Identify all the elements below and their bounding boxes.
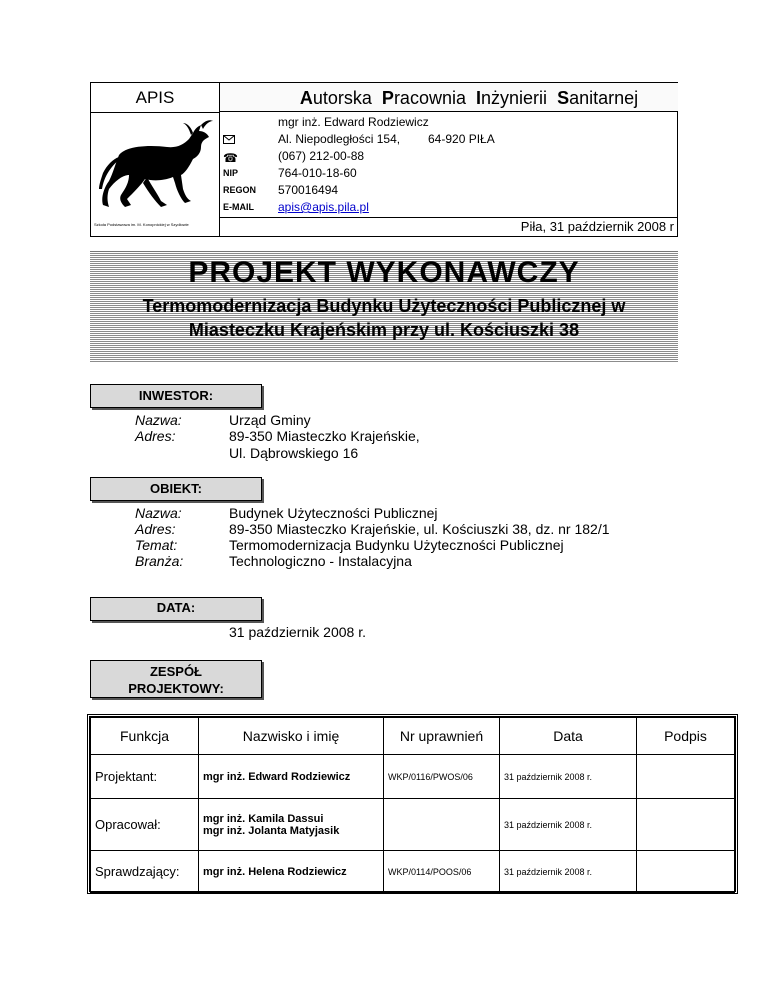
phone-number: (067) 212-00-88	[278, 149, 365, 163]
row-signature	[637, 755, 735, 799]
row-name-2: mgr inż. Jolanta Matyjasik	[203, 824, 340, 837]
object-branch-label: Branża:	[135, 553, 184, 569]
investor-name: Urząd Gminy	[229, 412, 311, 428]
row-date: 31 październik 2008 r.	[500, 799, 637, 851]
column-header-license: Nr uprawnień	[384, 718, 500, 755]
contact-block	[220, 113, 678, 218]
company-word-1: utorska	[312, 88, 372, 108]
company-initial-2: P	[381, 88, 394, 108]
company-word-3: nżynierii	[481, 88, 548, 108]
regon-label: REGON	[223, 185, 257, 195]
team-header	[90, 660, 262, 698]
date-value: 31 październik 2008 r.	[229, 624, 366, 640]
team-table-header	[91, 718, 735, 755]
postal-code: 64-920 PIŁA	[428, 132, 495, 146]
row-name	[199, 755, 384, 799]
subtitle-line-1: Termomodernizacja Budynku Użyteczności Publicznej w	[142, 296, 626, 316]
company-initial-4: S	[557, 88, 570, 108]
row-license: WKP/0116/PWOS/06	[384, 755, 500, 799]
contact-address-row	[220, 131, 678, 148]
contact-email-row	[220, 199, 678, 216]
email-label: E-MAIL	[223, 202, 254, 212]
column-header-signature: Podpis	[637, 718, 735, 755]
contact-owner-row	[220, 114, 678, 131]
phone-icon: ☎	[223, 151, 238, 165]
team-header-line-2: PROJEKTOWY:	[128, 681, 224, 696]
row-function: Sprawdzający:	[91, 851, 199, 893]
school-note: Szkoła Podstawowa im. M. Konopnickiej w Szydłowie	[94, 222, 189, 227]
investor-address-label: Adres:	[135, 428, 176, 444]
address: Al. Niepodległości 154,	[278, 132, 401, 146]
team-table	[87, 714, 738, 894]
team-header-line-1: ZESPÓŁ	[149, 664, 202, 679]
company-word-2: racownia	[393, 88, 466, 108]
row-function: Projektant:	[91, 755, 199, 799]
row-name	[199, 799, 384, 851]
email-link[interactable]: apis@apis.pila.pl	[278, 200, 369, 214]
company-word-4: anitarnej	[569, 88, 639, 108]
investor-address-line-1: 89-350 Miasteczko Krajeńskie,	[229, 428, 420, 444]
row-signature	[637, 799, 735, 851]
row-function: Opracował:	[91, 799, 199, 851]
row-license	[384, 799, 500, 851]
owner-name: mgr inż. Edward Rodziewicz	[278, 115, 429, 129]
object-name-label: Nazwa:	[135, 505, 182, 521]
row-name-1: mgr inż. Helena Rodziewicz	[203, 865, 347, 878]
object-name: Budynek Użyteczności Publicznej	[229, 505, 438, 521]
object-address-label: Adres:	[135, 521, 176, 537]
object-branch: Technologiczno - Instalacyjna	[229, 553, 412, 569]
apis-short-name: APIS	[91, 83, 219, 113]
letterhead-info-panel	[220, 83, 678, 236]
regon-value: 570016494	[278, 183, 339, 197]
row-date: 31 październik 2008 r.	[500, 851, 637, 893]
nip-value: 764-010-18-60	[278, 166, 357, 180]
table-row	[91, 851, 735, 893]
row-signature	[637, 851, 735, 893]
table-row	[91, 755, 735, 799]
object-address: 89-350 Miasteczko Krajeńskie, ul. Kościuszki 38, dz. nr 182/1	[229, 521, 610, 537]
column-header-name: Nazwisko i imię	[199, 718, 384, 755]
place-date: Piła, 31 październik 2008 r	[520, 219, 674, 234]
envelope-icon	[223, 135, 235, 144]
contact-nip-row	[220, 165, 678, 182]
letterhead	[90, 82, 678, 237]
row-date: 31 październik 2008 r.	[500, 755, 637, 799]
investor-name-label: Nazwa:	[135, 412, 182, 428]
document-title: PROJEKT WYKONAWCZY	[188, 256, 580, 289]
row-license: WKP/0114/POOS/06	[384, 851, 500, 893]
letterhead-logo-panel	[91, 83, 220, 236]
object-topic-label: Temat:	[135, 537, 178, 553]
contact-regon-row	[220, 182, 678, 199]
bull-logo-icon	[97, 115, 215, 213]
row-name-1: mgr inż. Edward Rodziewicz	[203, 770, 351, 783]
date-header: DATA:	[90, 597, 262, 621]
company-name	[220, 83, 678, 112]
contact-phone-row	[220, 148, 678, 165]
row-name	[199, 851, 384, 893]
document-subtitle	[90, 294, 678, 342]
column-header-function: Funkcja	[91, 718, 199, 755]
investor-header: INWESTOR:	[90, 384, 262, 408]
column-header-date: Data	[500, 718, 637, 755]
subtitle-line-2: Miasteczku Krajeńskim przy ul. Kościuszki 38	[188, 320, 580, 340]
object-topic: Termomodernizacja Budynku Użyteczności Publicznej	[229, 537, 564, 553]
company-initial-3: I	[476, 88, 482, 108]
table-row	[91, 799, 735, 851]
company-initial-1: A	[299, 88, 313, 108]
row-name-1: mgr inż. Kamila Dassui	[203, 812, 324, 825]
title-banner	[90, 251, 678, 362]
object-header: OBIEKT:	[90, 477, 262, 501]
nip-label: NIP	[223, 168, 239, 178]
investor-address-line-2: Ul. Dąbrowskiego 16	[229, 445, 359, 461]
